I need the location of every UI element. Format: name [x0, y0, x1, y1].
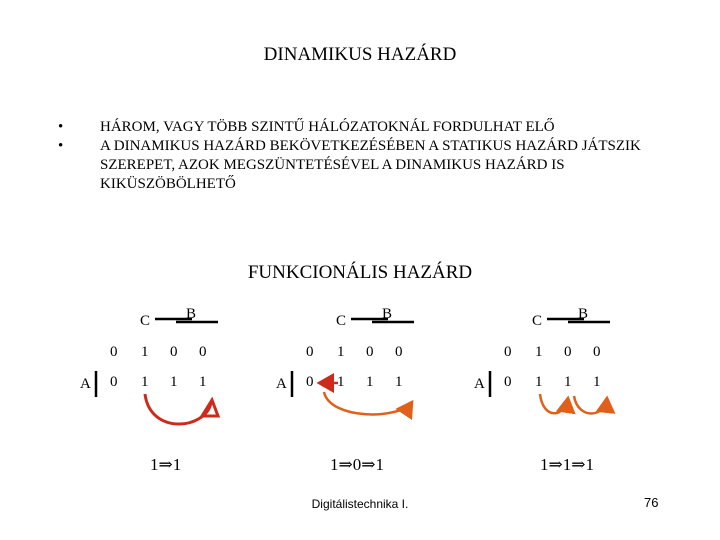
seq-value: 0	[352, 455, 362, 474]
transition-arc	[145, 394, 211, 424]
cell: 1	[141, 374, 149, 390]
seq-value: 1	[562, 455, 572, 474]
cell: 1	[337, 374, 345, 390]
bullet-text: A DINAMIKUS HAZÁRD BEKÖVETKEZÉSÉBEN A STATIKUS HAZÁRD JÁTSZIK SZEREPET, AZOK MEGSZÜNTETÉSÉVEL A DINAMIKUS HAZÁRD IS KIKÜSZÖBÖLHETŐ	[100, 138, 641, 192]
cell: 1	[535, 374, 543, 390]
seq-arrow: ⇒	[548, 455, 563, 474]
label-c: C	[140, 313, 151, 329]
kmap-2	[276, 306, 414, 474]
cell: 0	[110, 344, 118, 360]
label-a: A	[276, 376, 287, 392]
cell: 0	[306, 374, 314, 390]
seq-value: 1	[330, 455, 339, 474]
seq-value: 1	[540, 455, 549, 474]
bullet-dot: •	[58, 119, 64, 135]
cell: 1	[593, 374, 601, 390]
label-b: B	[186, 306, 197, 322]
bullet-dot: •	[58, 138, 64, 154]
cell: 1	[199, 374, 207, 390]
kmap-3	[474, 306, 610, 474]
cell: 0	[564, 344, 572, 360]
seq-arrow: ⇒	[361, 455, 376, 474]
sequence	[330, 455, 384, 474]
label-a: A	[80, 376, 91, 392]
label-c: C	[336, 313, 347, 329]
cell: 1	[337, 344, 345, 360]
bullet-text: HÁROM, VAGY TÖBB SZINTŰ HÁLÓZATOKNÁL FORDULHAT ELŐ	[100, 119, 555, 135]
cell: 1	[366, 374, 374, 390]
cell: 0	[306, 344, 314, 360]
seq-arrow: ⇒	[571, 455, 586, 474]
cell: 0	[199, 344, 207, 360]
seq-value: 1	[172, 455, 182, 474]
cell: 1	[395, 374, 403, 390]
sequence	[540, 455, 594, 474]
label-a: A	[474, 376, 485, 392]
transition-arc	[574, 396, 607, 414]
cell: 0	[110, 374, 118, 390]
page-number: 76	[644, 495, 659, 510]
cell: 1	[564, 374, 572, 390]
cell: 0	[504, 344, 512, 360]
cell: 0	[170, 344, 178, 360]
label-b: B	[578, 306, 589, 322]
cell: 0	[593, 344, 601, 360]
sequence	[150, 455, 181, 474]
footer-text: Digitálistechnika I.	[311, 497, 409, 511]
seq-value: 1	[375, 455, 384, 474]
seq-value: 1	[150, 455, 159, 474]
transition-arc	[540, 394, 568, 413]
section-subtitle: FUNKCIONÁLIS HAZÁRD	[247, 262, 473, 283]
seq-arrow: ⇒	[158, 455, 173, 474]
transition-arc	[324, 392, 412, 414]
kmap-1	[80, 306, 218, 474]
label-c: C	[532, 313, 543, 329]
seq-value: 1	[585, 455, 594, 474]
slide-title: DINAMIKUS HAZÁRD	[263, 44, 457, 65]
label-b: B	[382, 306, 393, 322]
cell: 0	[504, 374, 512, 390]
cell: 0	[366, 344, 374, 360]
cell: 1	[535, 344, 543, 360]
cell: 0	[395, 344, 403, 360]
seq-arrow: ⇒	[338, 455, 353, 474]
cell: 1	[170, 374, 178, 390]
cell: 1	[141, 344, 149, 360]
